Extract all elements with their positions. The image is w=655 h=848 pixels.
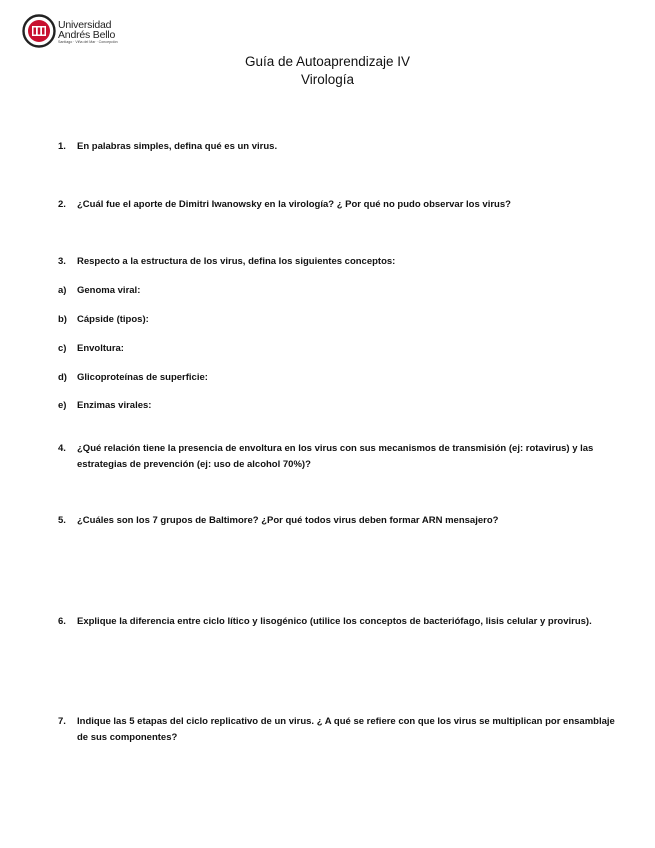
question-number: 1. bbox=[58, 141, 66, 152]
question-5 bbox=[58, 513, 623, 529]
logo-line-1: Universidad bbox=[58, 19, 112, 31]
question-text: Indique las 5 etapas del ciclo replicativo de un virus. ¿ A qué se refiere con que los virus se multiplican por ensamblaje de sus componentes? bbox=[77, 716, 615, 743]
subquestion-text: Enzimas virales: bbox=[77, 400, 152, 411]
logo-line-3: Santiago · Viña del Mar · Concepción bbox=[58, 40, 118, 44]
subquestion-text: Glicoproteínas de superficie: bbox=[77, 372, 208, 383]
question-6 bbox=[58, 614, 623, 630]
subquestion-d bbox=[58, 370, 623, 386]
question-1 bbox=[58, 139, 623, 155]
subquestion-e bbox=[58, 398, 623, 414]
question-2 bbox=[58, 197, 623, 213]
question-text: ¿Qué relación tiene la presencia de envoltura en los virus con sus mecanismos de transmisión (ej: rotavirus) y las estrategias de prevención (ej: uso de alcohol 70%)? bbox=[77, 443, 594, 470]
question-number: 5. bbox=[58, 515, 66, 526]
subquestion-b bbox=[58, 312, 623, 328]
question-7 bbox=[58, 714, 623, 746]
question-text: Explique la diferencia entre ciclo lítico y lisogénico (utilice los conceptos de bacteriófago, lisis celular y provirus). bbox=[77, 616, 592, 627]
question-3 bbox=[58, 254, 623, 270]
document-title: Guía de Autoaprendizaje IV bbox=[244, 54, 411, 69]
subquestion-letter: a) bbox=[58, 285, 67, 296]
subquestion-letter: d) bbox=[58, 372, 67, 383]
question-text: ¿Cuál fue el aporte de Dimitri Iwanowsky en la virología? ¿ Por qué no pudo observar los virus? bbox=[77, 199, 511, 210]
question-text: ¿Cuáles son los 7 grupos de Baltimore? ¿Por qué todos virus deben formar ARN mensajero? bbox=[77, 515, 499, 526]
question-number: 6. bbox=[58, 616, 66, 627]
question-number: 4. bbox=[58, 443, 66, 454]
question-text: En palabras simples, defina qué es un virus. bbox=[77, 141, 278, 152]
subquestion-text: Cápside (tipos): bbox=[77, 314, 149, 325]
subquestion-letter: e) bbox=[58, 400, 67, 411]
subquestion-a bbox=[58, 283, 623, 299]
document-subtitle: Virología bbox=[300, 72, 355, 87]
question-number: 2. bbox=[58, 199, 66, 210]
question-text: Respecto a la estructura de los virus, defina los siguientes conceptos: bbox=[77, 256, 396, 267]
question-4 bbox=[58, 441, 623, 473]
university-logo bbox=[22, 14, 122, 50]
subquestion-text: Envoltura: bbox=[77, 343, 124, 354]
logo-text bbox=[58, 20, 118, 45]
question-number: 7. bbox=[58, 716, 66, 727]
logo-line-2: Andrés Bello bbox=[58, 29, 116, 41]
subquestion-letter: b) bbox=[58, 314, 67, 325]
subquestion-text: Genoma viral: bbox=[77, 285, 141, 296]
question-number: 3. bbox=[58, 256, 66, 267]
subquestion-letter: c) bbox=[58, 343, 67, 354]
university-seal-icon bbox=[22, 14, 56, 48]
subquestion-c bbox=[58, 341, 623, 357]
